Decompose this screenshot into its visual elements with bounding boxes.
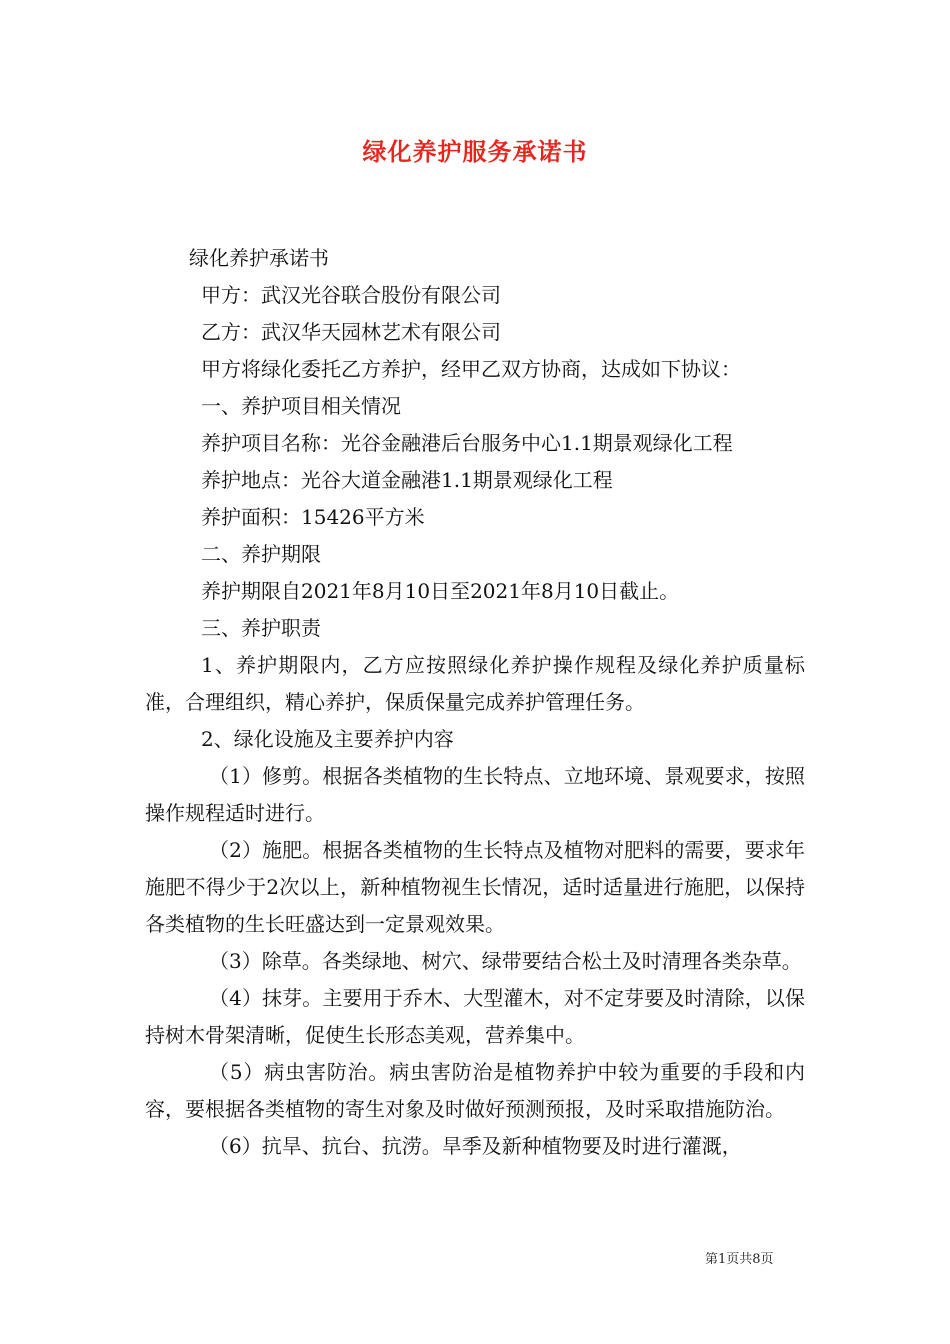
text-line: 养护面积：15426平方米 bbox=[201, 505, 425, 529]
paragraph: （6）抗旱、抗台、抗涝。旱季及新种植物要及时进行灌溉， bbox=[209, 1134, 742, 1158]
document-body bbox=[145, 240, 805, 1165]
text-line: 养护期限自2021年8月10日至2021年8月10日截止。 bbox=[201, 579, 680, 603]
section-heading: 一、养护项目相关情况 bbox=[201, 394, 401, 418]
text-line: 养护地点：光谷大道金融港1.1期景观绿化工程 bbox=[201, 468, 613, 492]
text-line: 乙方：武汉华天园林艺术有限公司 bbox=[201, 320, 501, 344]
text-line: 甲方将绿化委托乙方养护，经甲乙双方协商，达成如下协议： bbox=[201, 357, 741, 381]
paragraph: （3）除草。各类绿地、树穴、绿带要结合松土及时清理各类杂草。 bbox=[209, 949, 802, 973]
paragraph: 1、养护期限内，乙方应按照绿化养护操作规程及绿化养护质量标准，合理组织，精心养护，保质保量完成养护管理任务。 bbox=[145, 653, 805, 714]
paragraph: （4）抹芽。主要用于乔木、大型灌木，对不定芽要及时清除，以保持树木骨架清晰，促使生长形态美观，营养集中。 bbox=[145, 986, 805, 1047]
paragraph: （5）病虫害防治。病虫害防治是植物养护中较为重要的手段和内容，要根据各类植物的寄生对象及时做好预测预报，及时采取措施防治。 bbox=[145, 1060, 805, 1121]
text-line: 养护项目名称：光谷金融港后台服务中心1.1期景观绿化工程 bbox=[201, 431, 733, 455]
text-line: 绿化养护承诺书 bbox=[189, 246, 329, 270]
paragraph: （2）施肥。根据各类植物的生长特点及植物对肥料的需要，要求年施肥不得少于2次以上，新种植物视生长情况，适时适量进行施肥，以保持各类植物的生长旺盛达到一定景观效果。 bbox=[145, 838, 805, 936]
text-line: 2、绿化设施及主要养护内容 bbox=[201, 727, 454, 751]
page-number: 第1页共8页 bbox=[705, 1252, 774, 1267]
section-heading: 三、养护职责 bbox=[201, 616, 321, 640]
paragraph: （1）修剪。根据各类植物的生长特点、立地环境、景观要求，按照操作规程适时进行。 bbox=[145, 764, 805, 825]
document-title: 绿化养护服务承诺书 bbox=[362, 137, 588, 166]
section-heading: 二、养护期限 bbox=[201, 542, 321, 566]
text-line: 甲方：武汉光谷联合股份有限公司 bbox=[201, 283, 501, 307]
